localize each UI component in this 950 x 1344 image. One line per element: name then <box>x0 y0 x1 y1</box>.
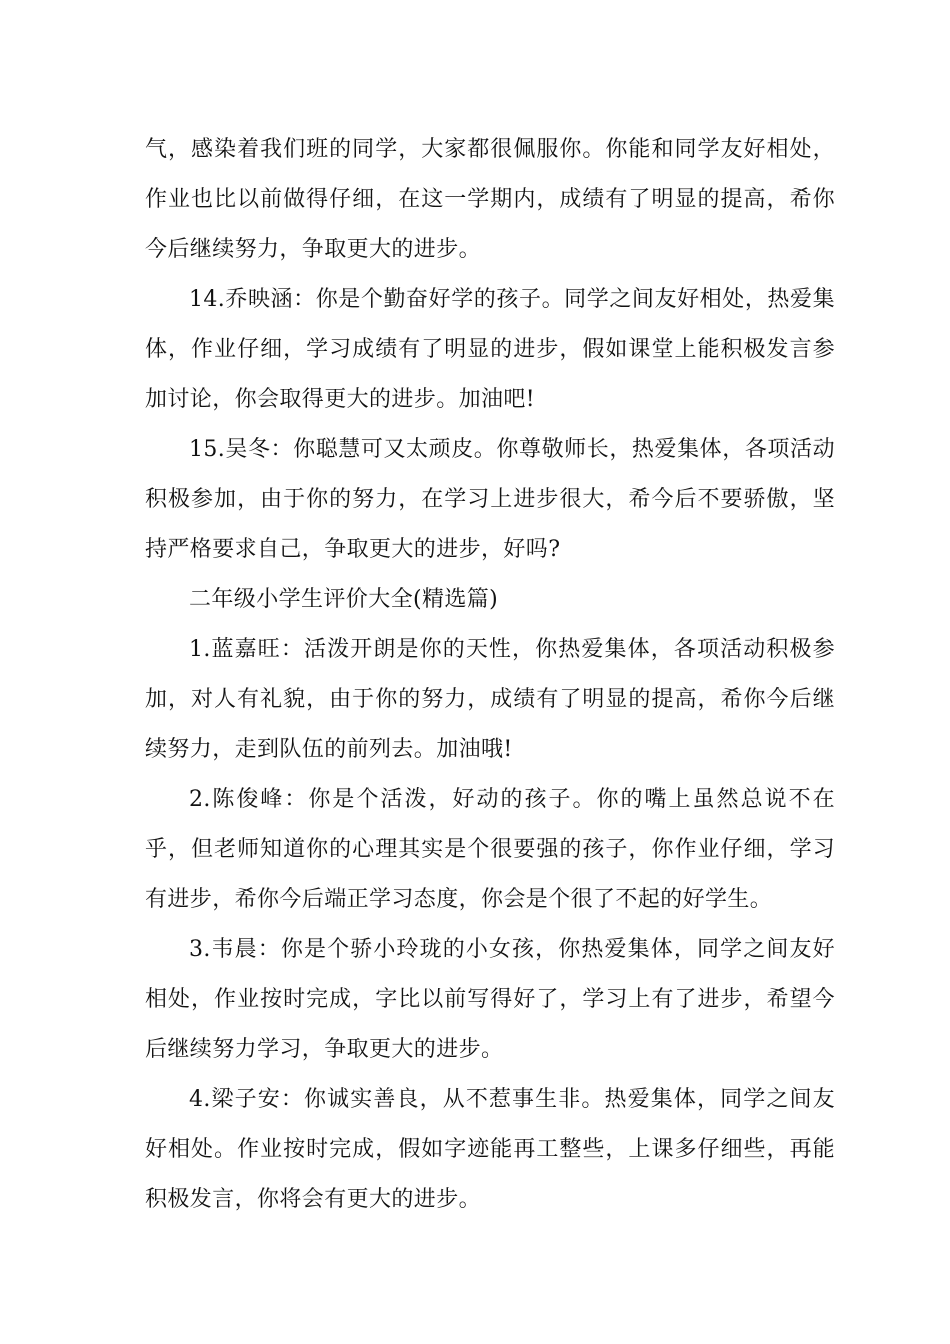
paragraph-comment-14: 14.乔映涵：你是个勤奋好学的孩子。同学之间友好相处，热爱集体，作业仔细，学习成绩有了明显的进步，假如课堂上能积极发言参加讨论，你会取得更大的进步。加油吧! <box>145 287 835 412</box>
paragraph-comment-3: 3.韦晨：你是个骄小玲珑的小女孩，你热爱集体，同学之间友好相处，作业按时完成，字比以前写得好了，学习上有了进步，希望今后继续努力学习，争取更大的进步。 <box>145 937 835 1062</box>
section-heading: 二年级小学生评价大全(精选篇) <box>189 587 499 612</box>
paragraph-comment-4: 4.梁子安：你诚实善良，从不惹事生非。热爱集体，同学之间友好相处。作业按时完成，假如字迹能再工整些，上课多仔细些，再能积极发言，你将会有更大的进步。 <box>145 1087 835 1212</box>
paragraph-comment-1: 1.蓝嘉旺：活泼开朗是你的天性，你热爱集体，各项活动积极参加，对人有礼貌，由于你的努力，成绩有了明显的提高，希你今后继续努力，走到队伍的前列去。加油哦! <box>145 637 835 762</box>
paragraph-comment-15: 15.吴冬：你聪慧可又太顽皮。你尊敬师长，热爱集体，各项活动积极参加，由于你的努力，在学习上进步很大，希今后不要骄傲，坚持严格要求自己，争取更大的进步，好吗? <box>145 437 835 562</box>
paragraph-continuation: 气，感染着我们班的同学，大家都很佩服你。你能和同学友好相处，作业也比以前做得仔细，在这一学期内，成绩有了明显的提高，希你今后继续努力，争取更大的进步。 <box>145 137 835 262</box>
document-body <box>145 125 835 1225</box>
paragraph-comment-2: 2.陈俊峰：你是个活泼，好动的孩子。你的嘴上虽然总说不在乎，但老师知道你的心理其实是个很要强的孩子，你作业仔细，学习有进步，希你今后端正学习态度，你会是个很了不起的好学生。 <box>145 787 835 912</box>
